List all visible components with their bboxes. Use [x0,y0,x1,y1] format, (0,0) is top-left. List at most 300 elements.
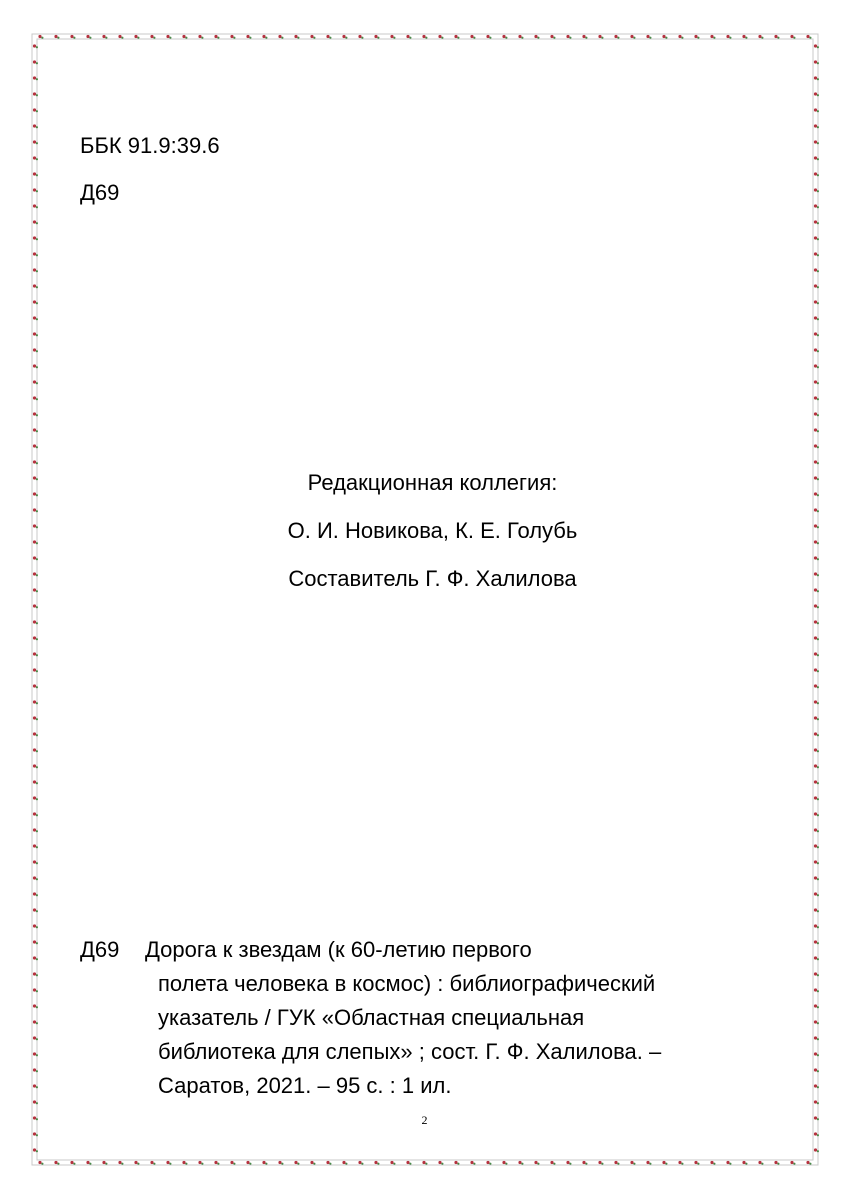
border-ornament-leaf [817,1054,819,1056]
border-ornament-dot [33,604,36,607]
border-ornament-leaf [153,37,155,39]
border-ornament-dot [422,1161,425,1164]
border-ornament-leaf [817,622,819,624]
border-ornament-dot [814,1052,817,1055]
border-ornament-leaf [36,510,38,512]
border-ornament-dot [790,1161,793,1164]
border-ornament-leaf [817,46,819,48]
border-ornament-dot [33,172,36,175]
border-ornament-dot [814,700,817,703]
border-ornament-leaf [713,1163,715,1165]
border-ornament-dot [758,35,761,38]
border-ornament-dot [454,1161,457,1164]
border-ornament-leaf [36,798,38,800]
border-ornament-dot [774,1161,777,1164]
border-ornament-leaf [817,606,819,608]
border-ornament-dot [814,172,817,175]
border-ornament-leaf [409,1163,411,1165]
border-ornament-leaf [36,606,38,608]
border-ornament-leaf [473,37,475,39]
border-ornament-dot [814,76,817,79]
border-ornament-leaf [553,1163,555,1165]
border-ornament-dot [814,892,817,895]
border-ornament-leaf [217,37,219,39]
border-ornament-dot [814,204,817,207]
border-ornament-dot [806,1161,809,1164]
border-ornament-dot [33,940,36,943]
border-ornament-dot [33,60,36,63]
border-ornament-dot [33,892,36,895]
border-ornament-leaf [665,37,667,39]
border-ornament-leaf [633,37,635,39]
border-ornament-leaf [457,37,459,39]
border-ornament-leaf [121,1163,123,1165]
border-ornament-dot [814,652,817,655]
border-ornament-dot [710,35,713,38]
border-ornament-dot [294,35,297,38]
border-ornament-dot [38,1161,41,1164]
bib-record-line: Дорога к звездам (к 60-летию первого [145,937,532,962]
border-ornament-leaf [505,37,507,39]
border-ornament-leaf [817,686,819,688]
border-ornament-leaf [313,1163,315,1165]
border-ornament-leaf [41,37,43,39]
border-ornament-dot [550,35,553,38]
border-ornament-dot [422,35,425,38]
border-ornament-dot [814,988,817,991]
border-ornament-leaf [249,1163,251,1165]
border-ornament-dot [33,668,36,671]
border-ornament-leaf [36,942,38,944]
border-ornament-leaf [281,1163,283,1165]
border-ornament-leaf [36,270,38,272]
border-ornament-leaf [41,1163,43,1165]
border-ornament-leaf [36,254,38,256]
border-ornament-dot [566,35,569,38]
border-ornament-dot [486,35,489,38]
border-ornament-leaf [713,37,715,39]
border-ornament-leaf [265,1163,267,1165]
border-ornament-leaf [817,830,819,832]
border-ornament-leaf [201,1163,203,1165]
border-ornament-dot [814,748,817,751]
border-ornament-leaf [777,37,779,39]
border-ornament-dot [814,716,817,719]
border-ornament-dot [33,1148,36,1151]
border-ornament-dot [118,1161,121,1164]
border-ornament-dot [814,1084,817,1087]
border-ornament-leaf [817,1038,819,1040]
border-ornament-leaf [817,990,819,992]
border-ornament-dot [694,35,697,38]
border-ornament-leaf [201,37,203,39]
border-ornament-leaf [36,1022,38,1024]
border-ornament-leaf [817,110,819,112]
border-ornament-leaf [585,1163,587,1165]
border-ornament-dot [726,1161,729,1164]
border-ornament-leaf [36,286,38,288]
border-ornament-leaf [537,37,539,39]
border-ornament-dot [678,35,681,38]
border-ornament-leaf [36,46,38,48]
border-ornament-dot [814,604,817,607]
border-ornament-leaf [36,78,38,80]
border-ornament-leaf [817,286,819,288]
border-ornament-leaf [817,814,819,816]
border-ornament-dot [550,1161,553,1164]
border-ornament-leaf [817,398,819,400]
border-ornament-leaf [441,1163,443,1165]
border-ornament-leaf [585,37,587,39]
border-ornament-dot [150,35,153,38]
border-ornament-dot [33,108,36,111]
border-ornament-leaf [569,1163,571,1165]
border-ornament-dot [214,35,217,38]
border-ornament-leaf [185,37,187,39]
border-ornament-dot [33,988,36,991]
bib-record-line: библиотека для слепых» ; сост. Г. Ф. Халилова. – [158,1039,662,1064]
border-ornament-leaf [36,1102,38,1104]
border-ornament-dot [662,35,665,38]
border-ornament-leaf [36,334,38,336]
border-ornament-dot [598,1161,601,1164]
border-ornament-dot [33,364,36,367]
border-ornament-dot [33,956,36,959]
border-ornament-leaf [217,1163,219,1165]
border-ornament-leaf [817,462,819,464]
border-ornament-dot [33,1020,36,1023]
border-ornament-leaf [36,686,38,688]
border-ornament-dot [310,35,313,38]
border-ornament-leaf [553,37,555,39]
border-ornament-dot [566,1161,569,1164]
border-ornament-dot [33,316,36,319]
border-ornament-leaf [105,1163,107,1165]
border-ornament-dot [814,44,817,47]
border-ornament-dot [814,156,817,159]
border-ornament-dot [814,764,817,767]
border-ornament-dot [814,956,817,959]
border-ornament-leaf [817,190,819,192]
border-ornament-dot [662,1161,665,1164]
border-ornament-dot [814,668,817,671]
border-ornament-leaf [36,1038,38,1040]
border-ornament-leaf [521,1163,523,1165]
border-ornament-leaf [817,1102,819,1104]
border-ornament-dot [33,828,36,831]
border-ornament-dot [806,35,809,38]
border-ornament-leaf [36,926,38,928]
border-ornament-leaf [817,718,819,720]
border-ornament-leaf [817,254,819,256]
border-ornament-leaf [817,1134,819,1136]
border-ornament-leaf [281,37,283,39]
border-ornament-dot [790,35,793,38]
border-ornament-dot [814,876,817,879]
border-ornament-leaf [441,37,443,39]
border-ornament-dot [814,60,817,63]
border-ornament-leaf [36,318,38,320]
border-ornament-dot [534,35,537,38]
border-ornament-leaf [601,37,603,39]
border-ornament-leaf [617,1163,619,1165]
border-ornament-leaf [36,638,38,640]
border-ornament-dot [182,1161,185,1164]
border-ornament-leaf [817,318,819,320]
border-ornament-leaf [105,37,107,39]
border-ornament-dot [198,1161,201,1164]
border-ornament-dot [758,1161,761,1164]
border-ornament-leaf [649,37,651,39]
border-ornament-dot [814,428,817,431]
border-ornament-dot [814,188,817,191]
author-mark: Д69 [80,180,120,205]
border-ornament-leaf [817,350,819,352]
border-ornament-dot [814,460,817,463]
border-ornament-dot [33,1068,36,1071]
border-ornament-dot [814,1100,817,1103]
border-ornament-leaf [809,1163,811,1165]
border-ornament-dot [38,35,41,38]
border-ornament-leaf [57,1163,59,1165]
border-ornament-dot [438,1161,441,1164]
border-ornament-dot [646,1161,649,1164]
border-ornament-dot [33,1004,36,1007]
border-ornament-leaf [36,382,38,384]
border-ornament-leaf [36,126,38,128]
border-ornament-leaf [681,1163,683,1165]
border-ornament-leaf [681,37,683,39]
border-ornament-dot [33,780,36,783]
border-ornament-dot [438,35,441,38]
border-ornament-leaf [777,1163,779,1165]
border-ornament-leaf [36,734,38,736]
border-ornament-leaf [36,238,38,240]
border-ornament-leaf [36,206,38,208]
border-ornament-dot [470,35,473,38]
border-ornament-leaf [153,1163,155,1165]
border-ornament-leaf [817,510,819,512]
editorial-heading: Редакционная коллегия: [307,470,558,495]
border-ornament-leaf [36,190,38,192]
border-ornament-leaf [425,1163,427,1165]
border-ornament-leaf [36,830,38,832]
border-ornament-dot [33,972,36,975]
border-ornament-leaf [569,37,571,39]
border-ornament-leaf [73,1163,75,1165]
border-ornament-leaf [425,37,427,39]
border-ornament-leaf [817,974,819,976]
border-ornament-leaf [36,94,38,96]
border-ornament-leaf [409,37,411,39]
editorial-members: О. И. Новикова, К. Е. Голубь [287,518,578,543]
border-ornament-dot [582,1161,585,1164]
border-ornament-leaf [36,462,38,464]
border-ornament-leaf [73,37,75,39]
border-ornament-dot [814,860,817,863]
border-ornament-dot [814,140,817,143]
border-ornament-leaf [817,414,819,416]
border-ornament-dot [198,35,201,38]
border-ornament-dot [742,35,745,38]
border-ornament-dot [742,1161,745,1164]
border-ornament-leaf [817,1006,819,1008]
border-ornament-dot [678,1161,681,1164]
border-ornament-dot [102,35,105,38]
border-ornament-dot [814,812,817,815]
border-ornament-leaf [633,1163,635,1165]
border-ornament-dot [33,220,36,223]
border-ornament-dot [33,1100,36,1103]
border-ornament-dot [582,35,585,38]
page-number: 2 [421,1113,428,1127]
border-ornament-leaf [329,1163,331,1165]
border-ornament-dot [33,76,36,79]
border-ornament-dot [294,1161,297,1164]
border-ornament-dot [33,636,36,639]
border-ornament-dot [814,92,817,95]
border-ornament-dot [342,35,345,38]
border-ornament-dot [614,35,617,38]
border-ornament-dot [33,156,36,159]
border-ornament-leaf [36,1006,38,1008]
border-ornament-leaf [761,37,763,39]
border-ornament-leaf [649,1163,651,1165]
border-ornament-leaf [817,1022,819,1024]
border-ornament-dot [470,1161,473,1164]
border-ornament-dot [33,556,36,559]
compiler-credit: Составитель Г. Ф. Халилова [288,566,577,591]
bib-record-line: полета человека в космос) : библиографический [158,971,656,996]
border-ornament-leaf [505,1163,507,1165]
border-ornament-leaf [36,846,38,848]
border-ornament-dot [814,316,817,319]
border-ornament-dot [33,732,36,735]
border-ornament-leaf [817,926,819,928]
border-ornament-leaf [36,1134,38,1136]
border-ornament-dot [166,35,169,38]
border-ornament-dot [814,1068,817,1071]
border-ornament-leaf [36,750,38,752]
border-ornament-dot [814,844,817,847]
border-ornament-dot [726,35,729,38]
border-ornament-leaf [697,37,699,39]
border-ornament-dot [246,1161,249,1164]
border-ornament-leaf [809,37,811,39]
border-ornament-dot [33,1036,36,1039]
border-ornament-dot [246,35,249,38]
border-ornament-dot [814,620,817,623]
border-ornament-dot [630,1161,633,1164]
border-ornament-leaf [361,37,363,39]
border-ornament-dot [33,860,36,863]
border-ornament-dot [454,35,457,38]
border-ornament-leaf [36,782,38,784]
border-ornament-leaf [793,1163,795,1165]
border-ornament-leaf [36,222,38,224]
border-ornament-dot [310,1161,313,1164]
border-ornament-leaf [473,1163,475,1165]
border-ornament-leaf [297,37,299,39]
border-ornament-leaf [817,302,819,304]
border-ornament-dot [33,284,36,287]
border-ornament-leaf [36,1150,38,1152]
border-ornament-dot [358,1161,361,1164]
border-ornament-dot [814,796,817,799]
border-ornament-leaf [729,37,731,39]
border-ornament-leaf [36,878,38,880]
border-ornament-dot [390,1161,393,1164]
border-ornament-leaf [36,718,38,720]
border-ornament-leaf [361,1163,363,1165]
border-ornament-dot [33,300,36,303]
border-ornament-dot [814,220,817,223]
border-ornament-dot [278,1161,281,1164]
border-ornament-leaf [729,1163,731,1165]
border-ornament-dot [134,35,137,38]
border-ornament-dot [33,844,36,847]
border-ornament-dot [262,35,265,38]
border-ornament-dot [502,35,505,38]
border-ornament-leaf [761,1163,763,1165]
border-ornament-leaf [521,37,523,39]
border-ornament-dot [118,35,121,38]
border-ornament-dot [358,35,361,38]
border-ornament-leaf [57,37,59,39]
border-ornament-dot [33,620,36,623]
border-ornament-dot [710,1161,713,1164]
border-ornament-dot [814,940,817,943]
border-ornament-leaf [36,1086,38,1088]
border-ornament-leaf [817,270,819,272]
border-ornament-leaf [817,894,819,896]
border-ornament-dot [33,348,36,351]
border-ornament-dot [342,1161,345,1164]
border-ornament-leaf [817,846,819,848]
border-ornament-leaf [817,862,819,864]
border-ornament-dot [814,348,817,351]
border-ornament-leaf [617,37,619,39]
border-ornament-dot [374,1161,377,1164]
border-ornament-dot [33,716,36,719]
border-ornament-dot [102,1161,105,1164]
border-ornament-leaf [36,1070,38,1072]
border-ornament-leaf [489,1163,491,1165]
border-ornament-dot [534,1161,537,1164]
border-ornament-leaf [817,1086,819,1088]
border-ornament-leaf [489,37,491,39]
border-ornament-leaf [36,350,38,352]
border-ornament-dot [33,1132,36,1135]
bbk-index: ББК 91.9:39.6 [80,133,220,158]
border-ornament-dot [33,444,36,447]
border-ornament-dot [214,1161,217,1164]
border-ornament-leaf [36,702,38,704]
border-ornament-leaf [36,974,38,976]
border-ornament-dot [33,236,36,239]
border-ornament-leaf [817,238,819,240]
border-ornament-dot [814,364,817,367]
border-ornament-leaf [817,366,819,368]
border-ornament-dot [33,1084,36,1087]
border-ornament-leaf [345,37,347,39]
border-ornament-dot [814,732,817,735]
border-ornament-leaf [36,414,38,416]
border-ornament-dot [182,35,185,38]
border-ornament-dot [814,252,817,255]
border-ornament-leaf [377,37,379,39]
border-ornament-dot [814,636,817,639]
